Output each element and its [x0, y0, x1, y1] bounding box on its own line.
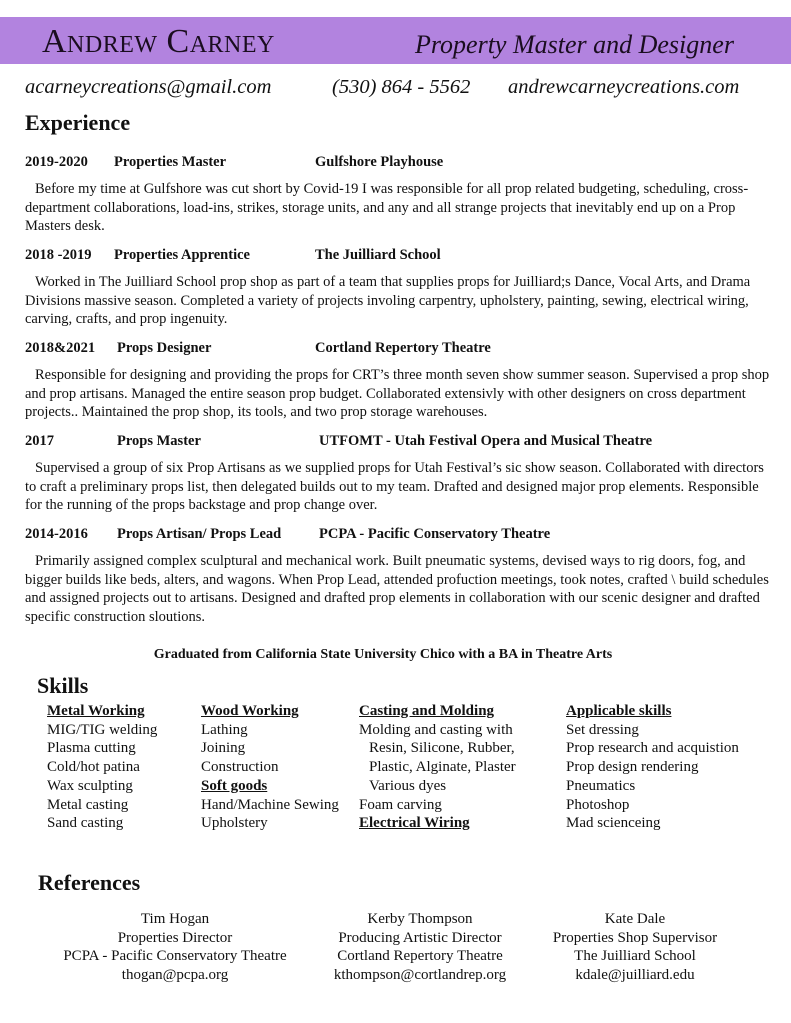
skill-item: Set dressing: [566, 721, 639, 738]
skills-heading: Skills: [37, 673, 89, 698]
contact-email[interactable]: acarneycreations@gmail.com: [25, 76, 272, 98]
job-description: Worked in The Juilliard School prop shop as part of a team that supplies props for Juilliard;s Dance, Vocal Arts, and Drama Divisions massive season. Completed a variety of projects involing carpentry, upholstery, painting, sewing, electrical wiring, carving, crafts, and prop ingenuity.: [25, 274, 751, 328]
reference-org: Cortland Repertory Theatre: [337, 948, 503, 965]
skill-category: Electrical Wiring: [359, 815, 470, 832]
job-header: [0, 246, 791, 264]
job-description: Before my time at Gulfshore was cut short by Covid-19 I was responsible for all prop related budgeting, scheduling, cross-department collaborations, load-ins, strikes, storage units, and any and all strange projects that inevitably end up on a Prop Masters desk.: [25, 181, 749, 235]
job-description: Responsible for designing and providing the props for CRT’s three month seven show summer season. Supervised a prop shop and prop artisans. Managed the entire season prop budget. Collaborated extensivly with other designers on cross department projects.. Maintained the prop shop, its tools, and two prop storage warehouses.: [25, 367, 770, 421]
skill-item: Photoshop: [566, 796, 630, 813]
job-header: [0, 339, 791, 357]
reference-card: [45, 910, 305, 984]
skill-item: Various dyes: [369, 777, 447, 794]
contact-line: [0, 72, 791, 102]
job-org: Gulfshore Playhouse: [315, 154, 444, 170]
reference-role: Producing Artistic Director: [338, 929, 502, 946]
candidate-name: Andrew Carney: [42, 23, 275, 60]
job-role: Properties Apprentice: [114, 247, 250, 263]
skill-item: Mad scienceing: [566, 815, 661, 832]
skill-item: Pneumatics: [566, 777, 636, 794]
skill-item: Sand casting: [47, 815, 124, 832]
skill-item: Plasma cutting: [47, 740, 136, 757]
skill-category: Casting and Molding: [359, 703, 495, 719]
reference-org: The Juilliard School: [574, 948, 696, 965]
experience-heading: Experience: [25, 110, 131, 135]
job-years: 2018&2021: [25, 340, 96, 356]
skill-category: Applicable skills: [566, 703, 672, 719]
skills-column: [566, 702, 739, 833]
job-header: [0, 432, 791, 450]
contact-website[interactable]: andrewcarneycreations.com: [508, 76, 740, 98]
job-org: UTFOMT - Utah Festival Opera and Musical Theatre: [319, 433, 653, 449]
job-header: [0, 153, 791, 171]
job-org: PCPA - Pacific Conservatory Theatre: [319, 526, 551, 542]
skill-item: Metal casting: [47, 796, 129, 813]
candidate-title: Property Master and Designer: [415, 30, 734, 59]
skill-item: MIG/TIG welding: [47, 721, 158, 738]
skill-item: Upholstery: [201, 815, 268, 832]
skill-item: Molding and casting with: [359, 721, 513, 738]
references-heading: References: [38, 870, 141, 895]
contact-phone: (530) 864 - 5562: [332, 76, 471, 98]
skill-item: Resin, Silicone, Rubber,: [369, 740, 515, 757]
reference-role: Properties Director: [117, 929, 233, 946]
reference-role: Properties Shop Supervisor: [552, 929, 718, 946]
job-role: Props Master: [117, 433, 201, 449]
reference-name: Kerby Thompson: [367, 911, 473, 927]
skills-column: [47, 702, 157, 833]
job-years: 2017: [25, 433, 54, 449]
skills-column: [359, 702, 516, 833]
skill-category: Soft goods: [201, 777, 268, 794]
skill-item: Foam carving: [359, 796, 442, 813]
skills-column: [201, 702, 339, 833]
reference-name: Kate Dale: [604, 911, 666, 927]
job-years: 2018 -2019: [25, 247, 92, 263]
job-description: Primarily assigned complex sculptural and mechanical work. Built pneumatic systems, devised ways to rig doors, fog, and bigger builds like beds, alters, and wagons. When Prop Lead, attended profuction meetings, took notes, crafted \ build schedules and assigned projects out to artisans. Designed and drafted prop elements in collaboration with our scenic designer and drafted specific construction sloutions.: [25, 553, 769, 625]
skill-category: Metal Working: [47, 703, 145, 719]
reference-card: [505, 910, 765, 984]
job-org: Cortland Repertory Theatre: [315, 340, 491, 356]
skill-item: Prop design rendering: [566, 759, 699, 776]
skill-item: Plastic, Alginate, Plaster: [369, 759, 516, 776]
reference-email[interactable]: thogan@pcpa.org: [121, 966, 229, 983]
skill-item: Lathing: [201, 721, 248, 738]
skill-item: Prop research and acquistion: [566, 740, 739, 757]
skill-item: Construction: [201, 759, 279, 776]
reference-email[interactable]: kdale@juilliard.edu: [575, 966, 695, 983]
job-role: Properties Master: [114, 154, 227, 170]
skill-category: Wood Working: [201, 703, 299, 719]
education-line: Graduated from California State University Chico with a BA in Theatre Arts: [153, 647, 613, 662]
job-role: Props Artisan/ Props Lead: [117, 526, 282, 542]
job-org: The Juilliard School: [315, 247, 441, 263]
skill-item: Cold/hot patina: [47, 759, 140, 776]
reference-name: Tim Hogan: [140, 911, 210, 927]
job-years: 2014-2016: [25, 526, 88, 542]
reference-email[interactable]: kthompson@cortlandrep.org: [333, 966, 507, 983]
skill-item: Hand/Machine Sewing: [201, 796, 339, 813]
skill-item: Wax sculpting: [47, 777, 133, 794]
skill-item: Joining: [201, 740, 246, 757]
job-header: [0, 525, 791, 543]
job-years: 2019-2020: [25, 154, 88, 170]
reference-org: PCPA - Pacific Conservatory Theatre: [63, 948, 287, 965]
job-description: Supervised a group of six Prop Artisans as we supplied props for Utah Festival’s sic show season. Collaborated with directors to craft a preliminary props list, then delegated builds out to my team. Drafted and designed major prop elements. Responsible for the running of the props backstage and prop change over.: [25, 460, 764, 514]
job-role: Props Designer: [117, 340, 212, 356]
